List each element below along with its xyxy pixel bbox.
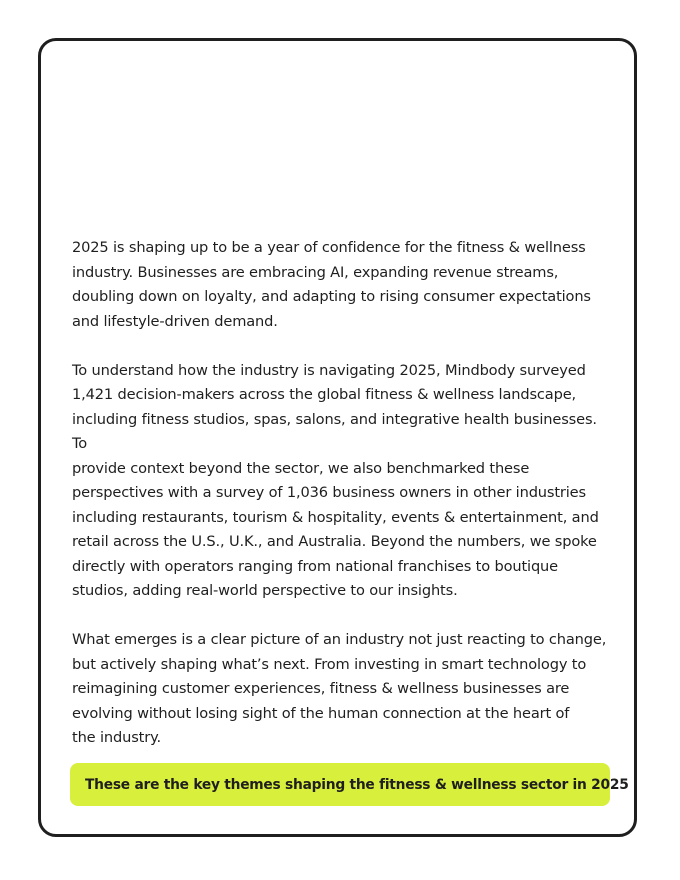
intro-paragraph-1: 2025 is shaping up to be a year of confidence for the fitness & wellness industry. Businesses are embracing AI, expanding revenue streams, doubling down on loyalty, and adapting to rising consumer expectations and lifestyle-driven demand. [72, 239, 591, 330]
key-themes-banner [70, 763, 629, 806]
key-themes-banner-text: These are the key themes shaping the fitness & wellness sector in 2025 [85, 776, 629, 793]
intro-text [72, 236, 612, 751]
intro-paragraph-2: To understand how the industry is navigating 2025, Mindbody surveyed 1,421 decision-makers across the global fitness & wellness landscape, including fitness studios, spas, salons, and integrative health businesses. To provide context beyond the sector, we also benchmarked these perspectives with a survey of 1,036 business owners in other industries including restaurants, tourism & hospitality, events & entertainment, and retail across the U.S., U.K., and Australia. Beyond the numbers, we spoke directly with operators ranging from national franchises to boutique studios, adding real-world perspective to our insights. [72, 361, 599, 599]
intro-paragraph-3: What emerges is a clear picture of an industry not just reacting to change, but actively shaping what’s next. From investing in smart technology to reimagining customer experiences, fitness & wellness businesses are evolving without losing sight of the human connection at the heart of the industry. [72, 631, 607, 746]
